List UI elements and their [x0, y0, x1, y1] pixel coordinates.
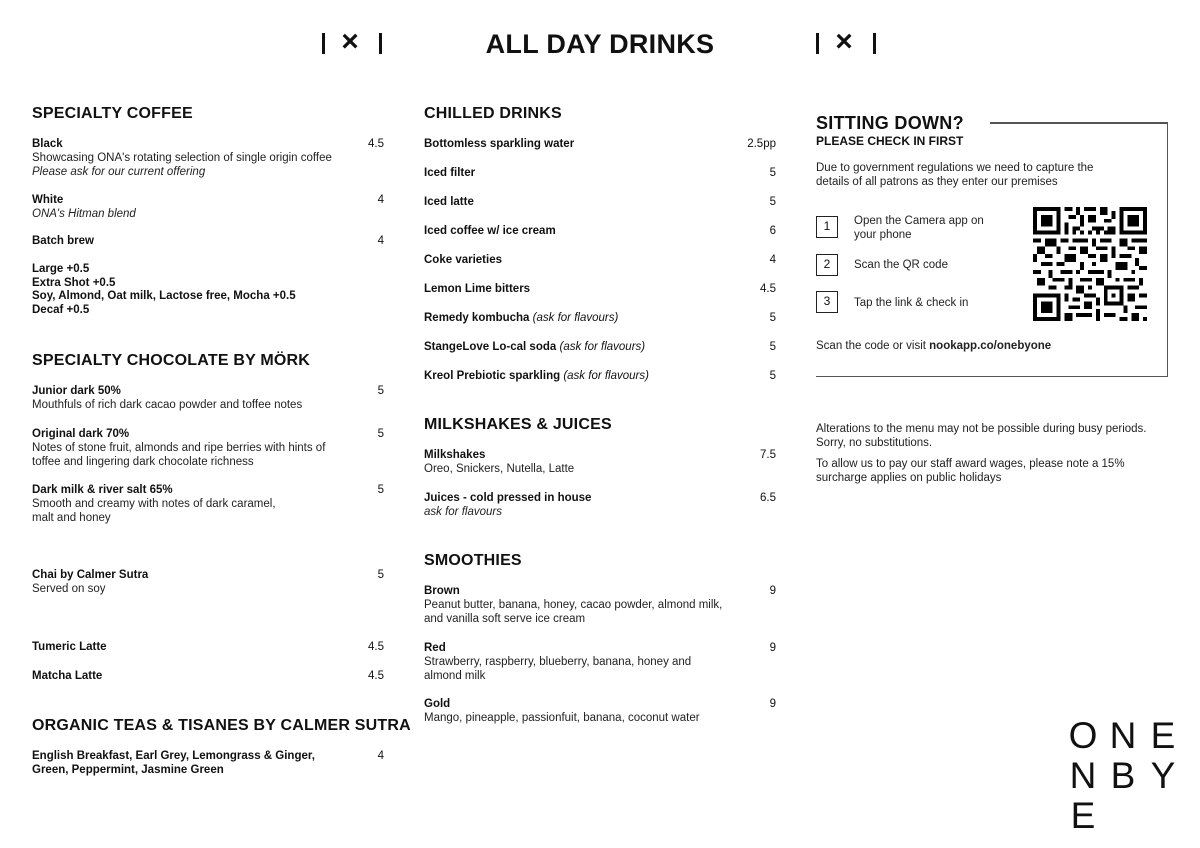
menu-item-original-dark: Original dark 70% Notes of stone fruit, almonds and ripe berries with hints of toffee and lingering dark chocolate richness 5 — [32, 428, 384, 468]
checkin-subtitle: PLEASE CHECK IN FIRST — [816, 134, 964, 148]
logo-mark-left — [318, 25, 388, 58]
price: 5 — [769, 167, 776, 179]
section-title-milkshakes: MILKSHAKES & JUICES — [424, 416, 612, 433]
price: 5 — [377, 385, 384, 397]
price: 6 — [769, 225, 776, 237]
menu-item-dark-milk: Dark milk & river salt 65% Smooth and creamy with notes of dark caramel, malt and honey 5 — [32, 484, 384, 524]
checkin-intro: Due to government regulations we need to capture the details of all patrons as they enter our premises — [816, 162, 1094, 188]
step-text-3: Tap the link & check in — [854, 297, 969, 309]
menu-item-white: White ONA's Hitman blend 4 — [32, 194, 384, 220]
price: 5 — [769, 196, 776, 208]
menu-item-chilled: Iced latte 5 — [424, 196, 776, 208]
menu-item-chilled: Iced coffee w/ ice cream 6 — [424, 225, 776, 237]
menu-item-tumeric-latte: Tumeric Latte 4.5 — [32, 641, 384, 653]
price: 4 — [377, 235, 384, 247]
checkin-visit-line: Scan the code or visit nookapp.co/onebyone — [816, 340, 1052, 352]
menu-item-chilled: Kreol Prebiotic sparkling (ask for flavours) 5 — [424, 370, 776, 382]
panel-divider — [990, 122, 1168, 124]
checkin-title: SITTING DOWN? — [816, 113, 964, 133]
section-title-chilled: CHILLED DRINKS — [424, 105, 562, 122]
price: 5 — [377, 428, 384, 440]
menu-item-batch-brew: Batch brew 4 — [32, 235, 384, 247]
extra-line: Decaf +0.5 — [32, 303, 90, 316]
section-title-chocolate: SPECIALTY CHOCOLATE BY MÖRK — [32, 352, 311, 369]
close-x-glyph: × — [341, 25, 359, 58]
extra-line: Soy, Almond, Oat milk, Lactose free, Mocha +0.5 — [32, 290, 296, 302]
close-x-glyph: × — [835, 25, 853, 58]
menu-item-chilled: Lemon Lime bitters 4.5 — [424, 283, 776, 295]
menu-item-junior-dark: Junior dark 50% Mouthfuls of rich dark cacao powder and toffee notes 5 — [32, 385, 384, 411]
price: 4.5 — [368, 641, 384, 653]
brand-row-1: O N E — [1068, 715, 1176, 756]
menu-item-red: Red Strawberry, raspberry, blueberry, banana, honey and almond milk 9 — [424, 642, 776, 682]
coffee-extras-list — [32, 263, 384, 317]
menu-item-matcha-latte: Matcha Latte 4.5 — [32, 670, 384, 682]
price: 6.5 — [760, 492, 776, 504]
price: 5 — [377, 484, 384, 496]
price: 9 — [769, 698, 776, 710]
step-text-2: Scan the QR code — [854, 259, 948, 271]
step-number-3: 3 — [816, 291, 838, 313]
extra-line: Large +0.5 — [32, 263, 90, 275]
menu-item-chilled: Remedy kombucha (ask for flavours) 5 — [424, 312, 776, 324]
brand-logo — [1063, 716, 1183, 836]
menu-item-brown: Brown Peanut butter, banana, honey, cacao powder, almond milk, and vanilla soft serve ice cream 9 — [424, 585, 776, 625]
step-number-1: 1 — [816, 216, 838, 238]
menu-item-black: Black Showcasing ONA's rotating selection of single origin coffee Please ask for our current offering 4.5 — [32, 138, 384, 178]
price: 4.5 — [368, 138, 384, 150]
note-alterations: Alterations to the menu may not be possible during busy periods. Sorry, no substitutions. — [816, 423, 1147, 449]
menu-item-chai: Chai by Calmer Sutra Served on soy 5 — [32, 569, 384, 595]
page-title: ALL DAY DRINKS — [485, 29, 715, 59]
price: 4.5 — [368, 670, 384, 682]
section-title-smoothies: SMOOTHIES — [424, 552, 522, 569]
section-title-coffee: SPECIALTY COFFEE — [32, 105, 193, 122]
menu-item-gold: Gold Mango, pineapple, passionfuit, banana, coconut water 9 — [424, 698, 776, 724]
checkin-link[interactable]: nookapp.co/onebyone — [929, 340, 1052, 352]
price: 5 — [769, 370, 776, 382]
price: 9 — [769, 642, 776, 654]
price: 5 — [769, 341, 776, 353]
price: 5 — [769, 312, 776, 324]
menu-item-chilled: Iced filter 5 — [424, 167, 776, 179]
menu-item-chilled: StangeLove Lo-cal soda (ask for flavours) 5 — [424, 341, 776, 353]
price: 9 — [769, 585, 776, 597]
price: 4 — [769, 254, 776, 266]
price: 4 — [377, 750, 384, 762]
qr-code[interactable] — [1033, 207, 1147, 321]
menu-item-chilled: Bottomless sparkling water 2.5pp — [424, 138, 776, 150]
step-number-2: 2 — [816, 254, 838, 276]
price: 7.5 — [760, 449, 776, 461]
logo-mark-right — [812, 25, 882, 58]
price: 4.5 — [760, 283, 776, 295]
menu-item-juices: Juices - cold pressed in house ask for flavours 6.5 — [424, 492, 776, 518]
price: 4 — [377, 194, 384, 206]
section-title-teas: ORGANIC TEAS & TISANES BY CALMER SUTRA — [32, 717, 411, 734]
brand-row-2: N B Y — [1069, 755, 1176, 796]
step-text-1: Open the Camera app on your phone — [854, 215, 984, 241]
brand-row-3: E — [1070, 795, 1096, 836]
price: 5 — [377, 569, 384, 581]
menu-item-teas: English Breakfast, Earl Grey, Lemongrass & Ginger, Green, Peppermint, Jasmine Green 4 — [32, 750, 384, 776]
menu-item-milkshakes: Milkshakes Oreo, Snickers, Nutella, Latte 7.5 — [424, 449, 776, 475]
menu-item-chilled: Coke varieties 4 — [424, 254, 776, 266]
price: 2.5pp — [747, 138, 776, 150]
extra-line: Extra Shot +0.5 — [32, 276, 116, 289]
note-surcharge: To allow us to pay our staff award wages, please note a 15% surcharge applies on public holidays — [816, 458, 1125, 484]
